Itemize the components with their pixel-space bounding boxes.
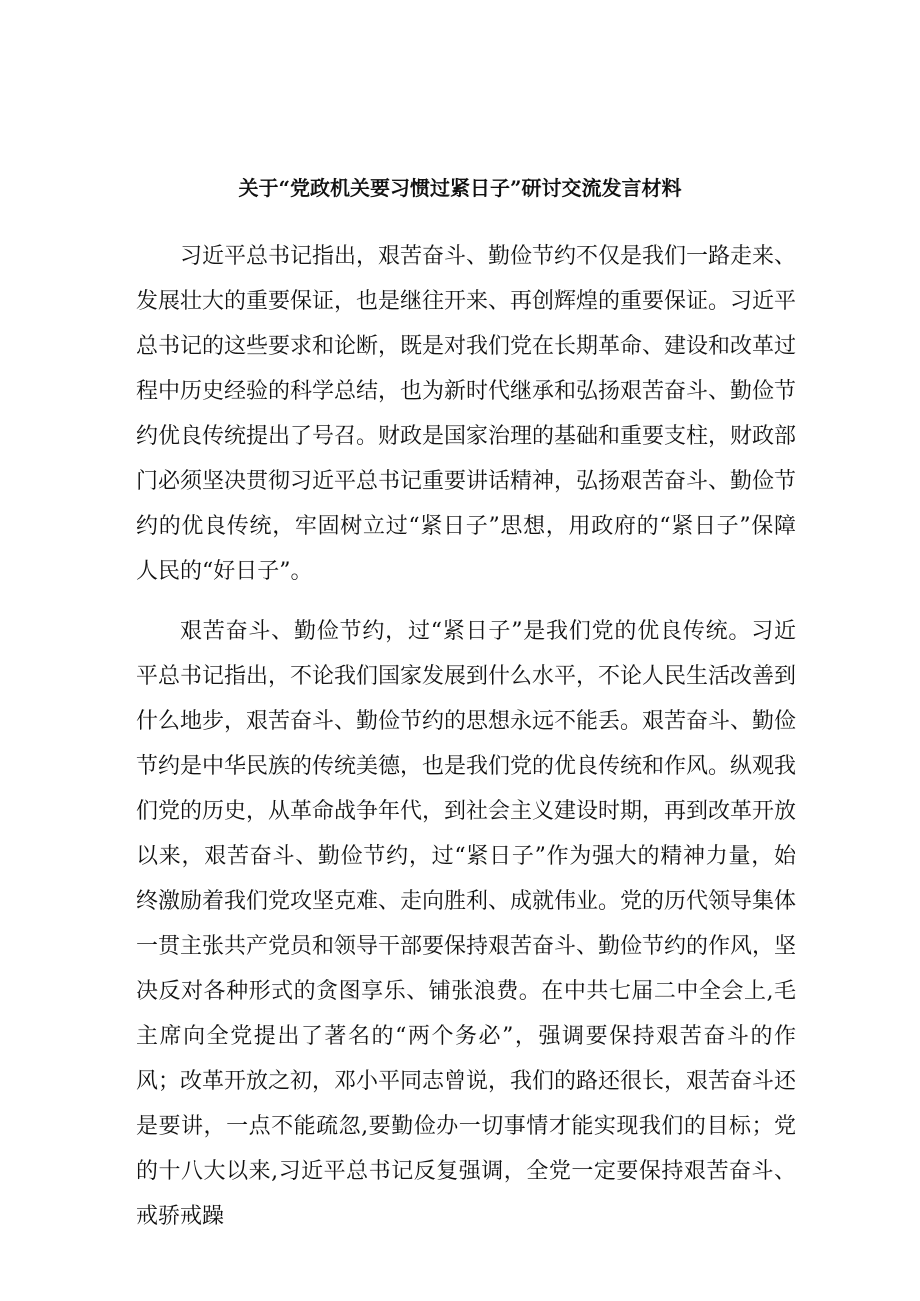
paragraph: 习近平总书记指出，艰苦奋斗、勤俭节约不仅是我们一路走来、发展壮大的重要保证，也是继往开来、再创辉煌的重要保证。习近平总书记的这些要求和论断，既是对我们党在长期革命、建设和改革过程中历史经验的科学总结，也为新时代继承和弘扬艰苦奋斗、勤俭节约优良传统提出了号召。财政是国家治理的基础和重要支柱，财政部门必须坚决贯彻习近平总书记重要讲话精神，弘扬艰苦奋斗、勤俭节约的优良传统，牢固树立过“紧日子”思想，用政府的“紧日子”保障人民的“好日子”。 <box>136 244 797 584</box>
paragraph: 艰苦奋斗、勤俭节约，过“紧日子”是我们党的优良传统。习近平总书记指出，不论我们国家发展到什么水平，不论人民生活改善到什么地步，艰苦奋斗、勤俭节约的思想永远不能丢。艰苦奋斗、勤俭节约是中华民族的传统美德，也是我们党的优良传统和作风。纵观我们党的历史，从革命战争年代，到社会主义建设时期，再到改革开放以来，艰苦奋斗、勤俭节约，过“紧日子”作为强大的精神力量，始终激励着我们党攻坚克难、走向胜利、成就伟业。党的历代领导集体一贯主张共产党员和领导干部要保持艰苦奋斗、勤俭节约的作风，坚决反对各种形式的贪图享乐、铺张浪费。在中共七届二中全会上,毛主席向全党提出了著名的“两个务必”，强调要保持艰苦奋斗的作风；改革开放之初，邓小平同志曾说，我们的路还很长，艰苦奋斗还是要讲，一点不能疏忽,要勤俭办一切事情才能实现我们的目标；党的十八大以来,习近平总书记反复强调，全党一定要保持艰苦奋斗、戒骄戒躁 <box>136 619 797 1229</box>
document-title: 关于“党政机关要习惯过紧日子”研讨交流发言材料 <box>238 176 682 200</box>
document-body <box>136 234 796 1239</box>
